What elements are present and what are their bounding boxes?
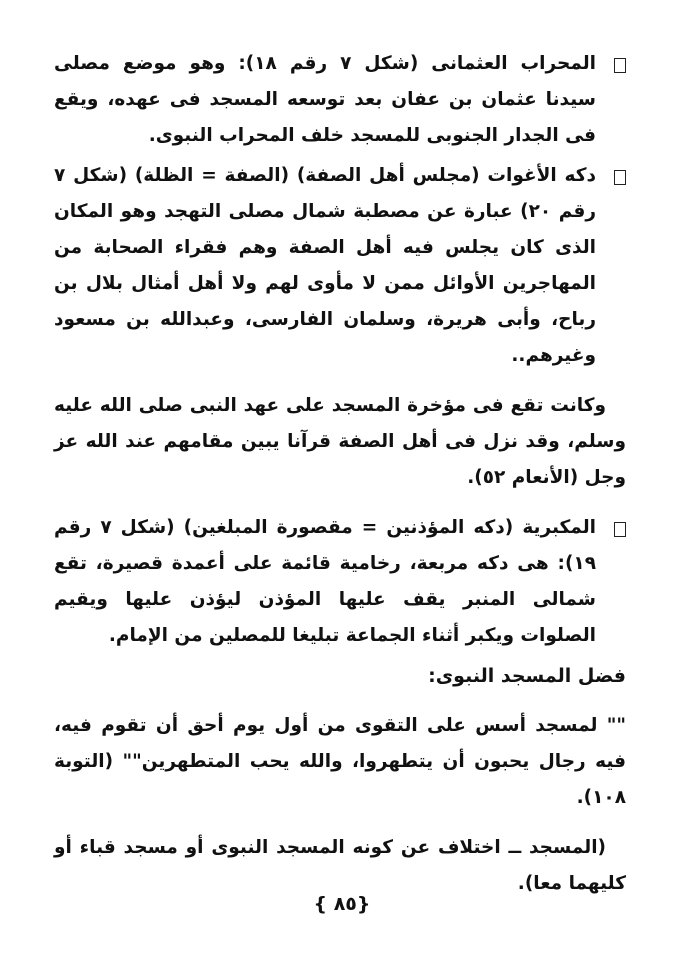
middle-paragraph: وكانت تقع فى مؤخرة المسجد على عهد النبى صلى الله عليه وسلم، وقد نزل فى أهل الصفة قرآنا يبين مقامهم عند الله عز وجل (الأنعام ٥٢). <box>54 395 626 488</box>
list-item-aghawat-platform <box>54 158 626 374</box>
section-heading: فضل المسجد النبوى: <box>428 665 626 687</box>
checkbox-square-icon <box>614 58 626 73</box>
item-text: (دكه المؤذنين = مقصورة المبلغين) (شكل ٧ رقم ١٩): هى دكه مربعة، رخامية قائمة على أعمدة قصيرة، تقع شمالى المنبر يقف عليها المؤذن ليؤذن عليها ويقيم الصلوات ويكبر أثناء الجماعة تبليغا للمصلين من الإمام. <box>54 517 596 646</box>
item-lead: المكبرية <box>522 517 596 538</box>
quote-paragraph: "" لمسجد أسس على التقوى من أول يوم أحق أن تقوم فيه، فيه رجال يحبون أن يتطهروا، والله يحب المتطهرين"" (التوبة ١٠٨). <box>54 715 626 808</box>
final-paragraph: (المسجد ــ اختلاف عن كونه المسجد النبوى أو مسجد قباء أو كليهما معا). <box>54 837 626 894</box>
item-text: (شكل ٧ رقم ١٨): وهو موضع مصلى سيدنا عثمان بن عفان بعد توسعه المسجد فى عهده، ويقع فى الجدار الجنوبى للمسجد خلف المحراب النبوى. <box>54 53 596 146</box>
item-text: (مجلس أهل الصفة) (الصفة = الظلة) (شكل ٧ رقم ٢٠) عبارة عن مصطبة شمال مصلى التهجد وهو المكان الذى كان يجلس فيه أهل الصفة وهم فقراء الصحابة من المهاجرين الأوائل ممن لا مأوى لهم ولا أهل أمثال بلال بن رباح، وأبى هريرة، وسلمان الفارسى، وعبدالله بن مسعود وغيرهم.. <box>54 165 596 366</box>
page-number: { ٨٥} <box>313 893 371 915</box>
list-item-mukabbiriya <box>54 510 626 654</box>
page-body <box>54 46 626 902</box>
list-item-othmani-mihrab <box>54 46 626 154</box>
item-lead: المحراب العثمانى <box>431 53 597 74</box>
item-lead: دكه الأغوات <box>487 165 596 186</box>
checkbox-square-icon <box>614 170 626 185</box>
checkbox-square-icon <box>614 522 626 537</box>
